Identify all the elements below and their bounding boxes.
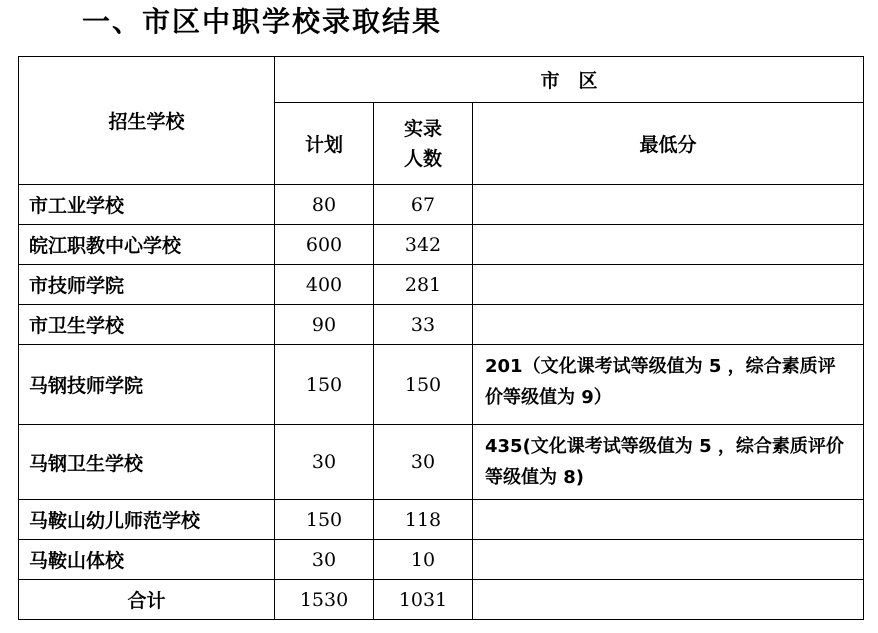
total-label: 合计: [19, 580, 275, 620]
min-score: [473, 540, 864, 580]
admitted-count: 10: [374, 540, 473, 580]
school-name: 马钢技师学院: [19, 345, 275, 425]
table-row: [19, 185, 864, 225]
header-admitted-line1: 实录: [403, 117, 442, 140]
plan-count: 400: [275, 265, 374, 305]
header-region: 市 区: [275, 57, 864, 103]
school-name: 皖江职教中心学校: [19, 225, 275, 265]
admitted-count: 33: [374, 305, 473, 345]
min-score: 435(文化课考试等级值为 5 ，综合素质评价等级值为 8): [473, 425, 864, 500]
min-score: 201（文化课考试等级值为 5 ，综合素质评价等级值为 9）: [473, 345, 864, 425]
plan-count: 90: [275, 305, 374, 345]
table-row: [19, 500, 864, 540]
plan-count: 150: [275, 500, 374, 540]
min-score: [473, 225, 864, 265]
admitted-count: 30: [374, 425, 473, 500]
min-score: [473, 265, 864, 305]
header-row-top: [19, 57, 864, 103]
admitted-count: 281: [374, 265, 473, 305]
min-score: [473, 185, 864, 225]
admitted-count: 118: [374, 500, 473, 540]
school-name: 马鞍山体校: [19, 540, 275, 580]
table-row: [19, 225, 864, 265]
table-row: [19, 540, 864, 580]
plan-count: 600: [275, 225, 374, 265]
total-min-score: [473, 580, 864, 620]
table-row: [19, 305, 864, 345]
school-name: 市工业学校: [19, 185, 275, 225]
header-admitted-line2: 人数: [403, 147, 442, 170]
min-score: [473, 500, 864, 540]
school-name: 马钢卫生学校: [19, 425, 275, 500]
plan-count: 30: [275, 425, 374, 500]
total-admitted: 1031: [374, 580, 473, 620]
table-row: [19, 425, 864, 500]
admission-results-table: [18, 56, 864, 620]
header-school: 招生学校: [19, 57, 275, 185]
admitted-count: 150: [374, 345, 473, 425]
school-name: 市卫生学校: [19, 305, 275, 345]
table-row: [19, 265, 864, 305]
header-admitted: [374, 103, 473, 185]
plan-count: 30: [275, 540, 374, 580]
header-plan: 计划: [275, 103, 374, 185]
min-score: [473, 305, 864, 345]
header-min-score: 最低分: [473, 103, 864, 185]
plan-count: 150: [275, 345, 374, 425]
page-title: 一、市区中职学校录取结果: [82, 5, 443, 38]
total-row: [19, 580, 864, 620]
school-name: 市技师学院: [19, 265, 275, 305]
plan-count: 80: [275, 185, 374, 225]
admitted-count: 67: [374, 185, 473, 225]
table-row: [19, 345, 864, 425]
school-name: 马鞍山幼儿师范学校: [19, 500, 275, 540]
total-plan: 1530: [275, 580, 374, 620]
admitted-count: 342: [374, 225, 473, 265]
